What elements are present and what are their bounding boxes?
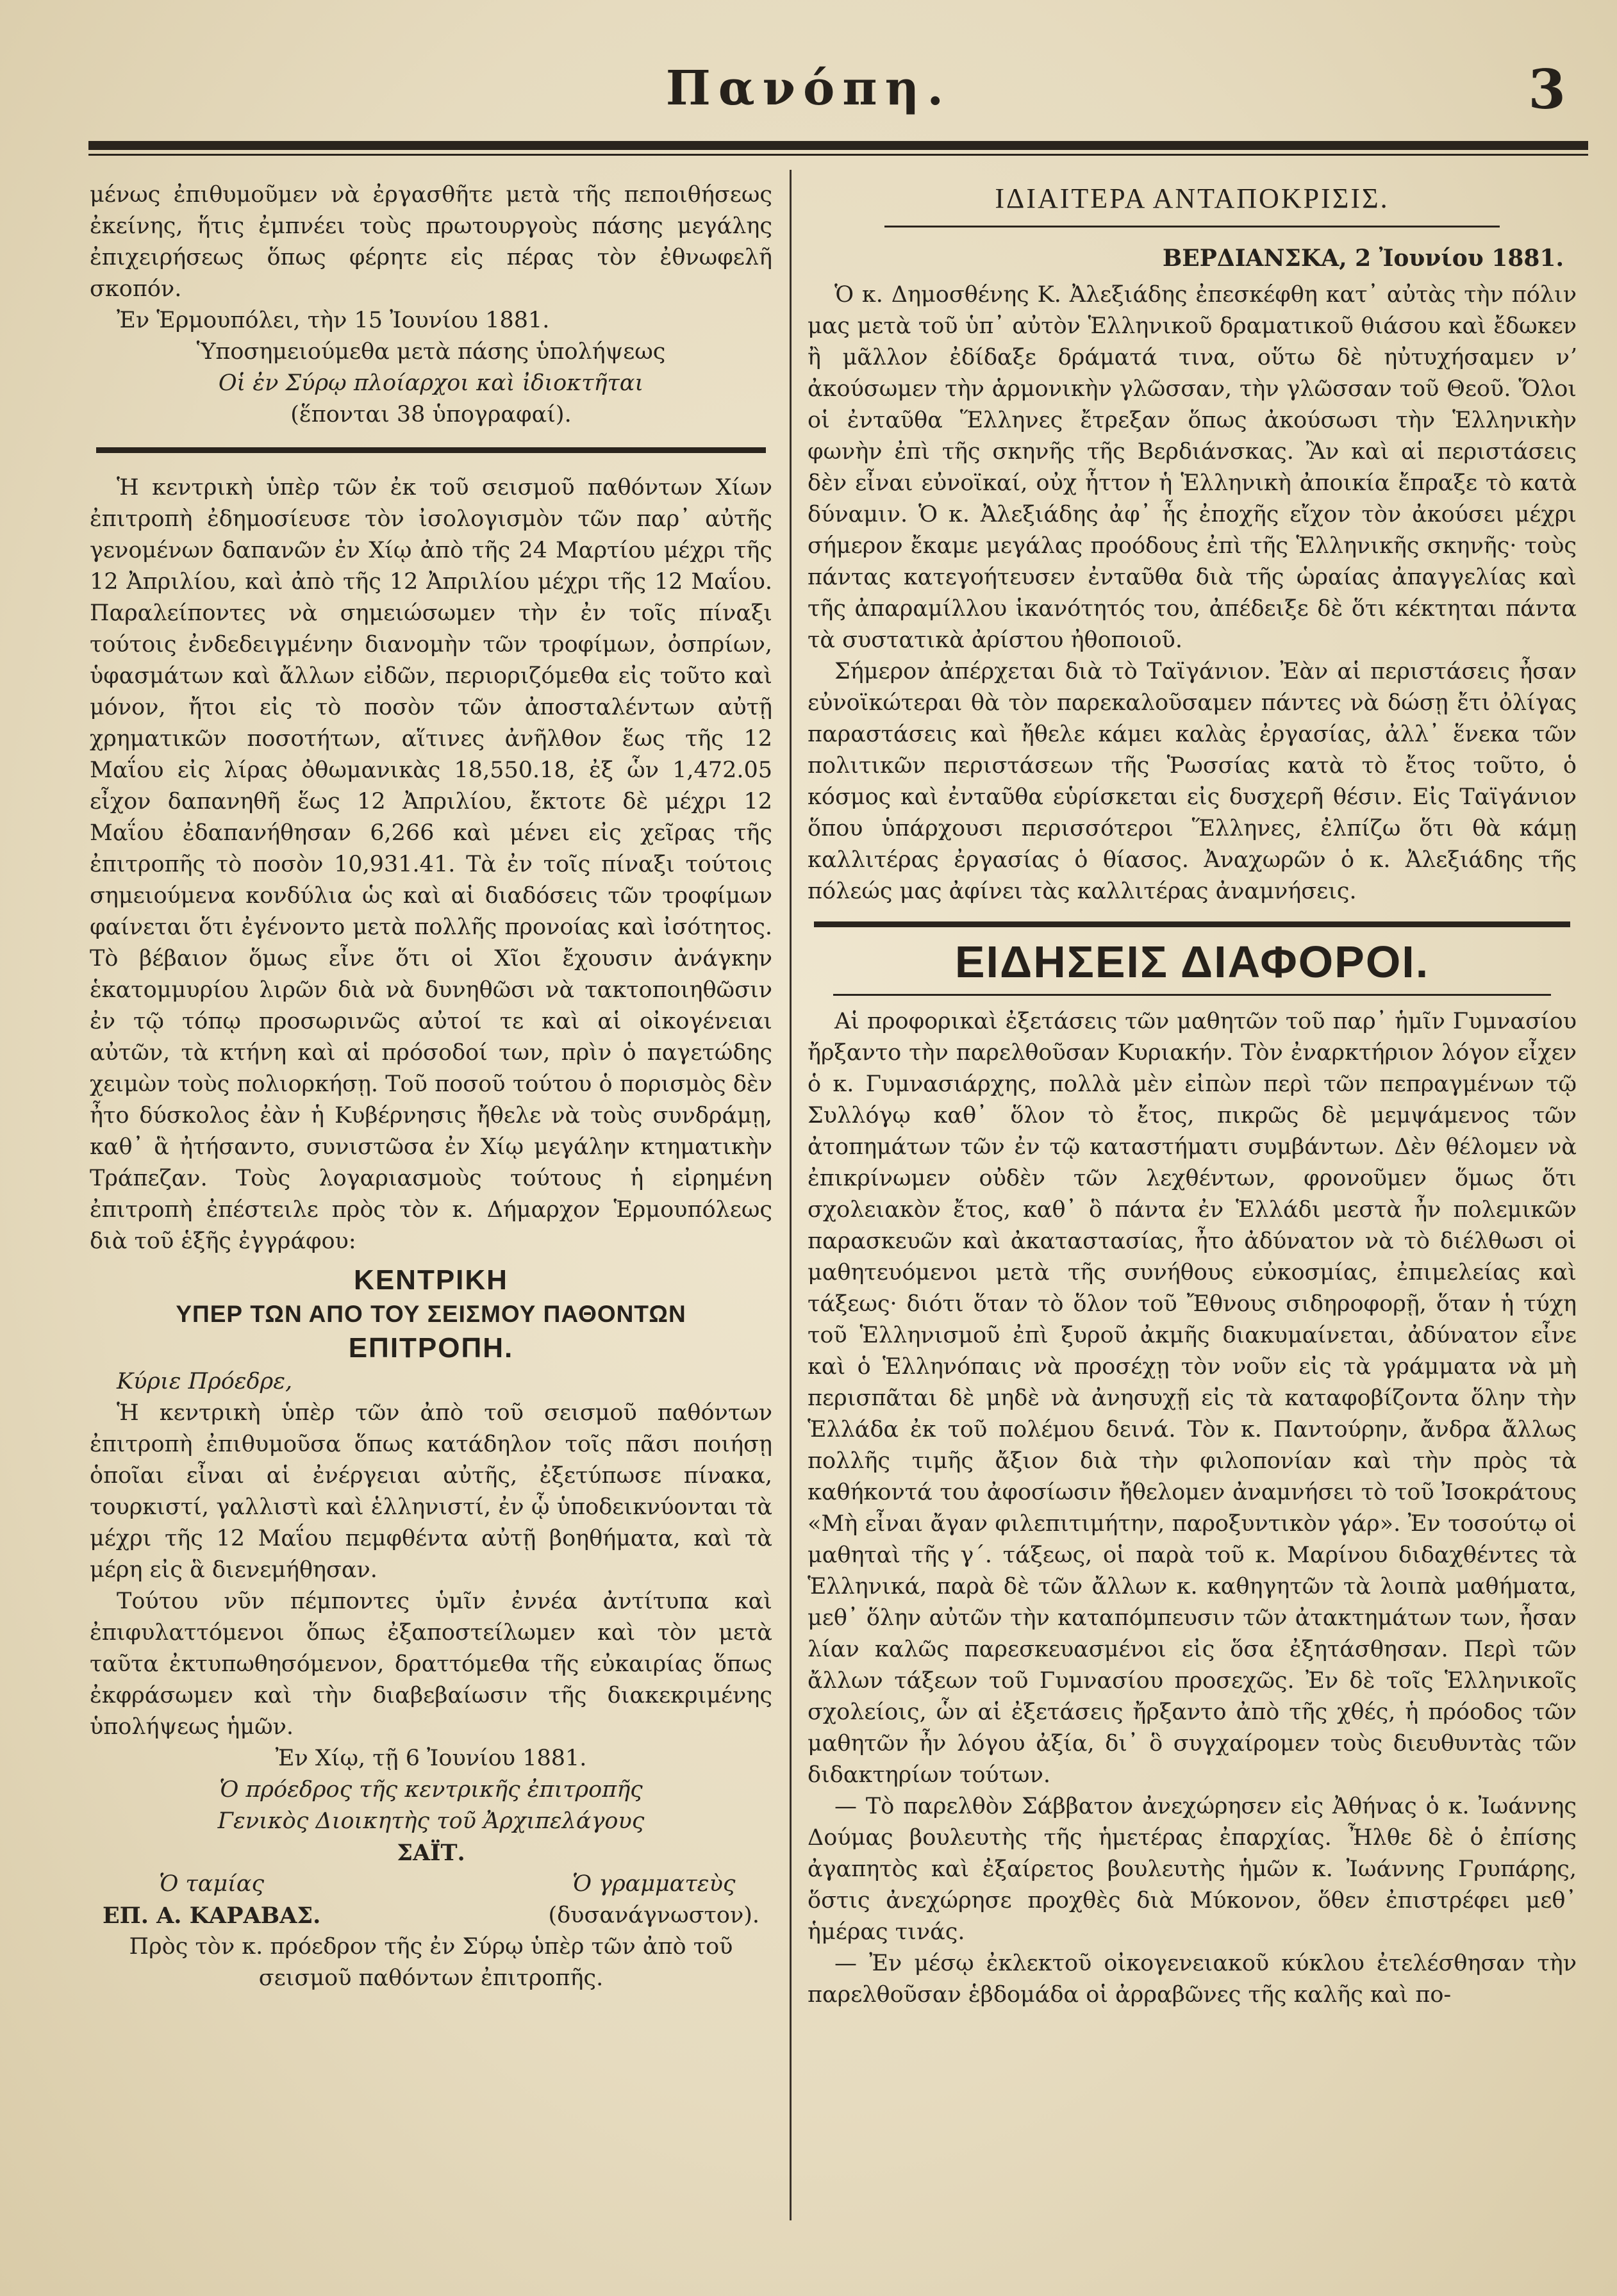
masthead-title: Πανόπη. (665, 61, 952, 116)
committee-salutation: Κύριε Πρόεδρε, (117, 1369, 293, 1394)
right-column (808, 179, 1577, 2256)
news-divider (814, 921, 1570, 927)
masthead-rule-thick (88, 141, 1588, 150)
committee-signatures-row (90, 1869, 772, 1931)
letter-end-closing: Ὑποσημειούμεθα μετὰ πάσης ὑπολήψεως (196, 339, 666, 365)
committee-president-name: ΣΑΪΤ. (397, 1840, 465, 1866)
committee-heading-2: ΥΠΕΡ ΤΩΝ ΑΠΟ ΤΟΥ ΣΕΙΣΜΟΥ ΠΑΘΟΝΤΩΝ (176, 1301, 686, 1327)
secretary-title: Ὁ γραμματεὺς (572, 1871, 736, 1897)
committee-heading-3: ΕΠΙΤΡΟΠΗ. (348, 1332, 514, 1364)
committee-place-date: Ἐν Χίῳ, τῇ 6 Ἰουνίου 1881. (275, 1746, 587, 1771)
correspondence-dateline: ΒΕΡΔΙΑΝΣΚΑ, 2 Ἰουνίου 1881. (1162, 245, 1564, 272)
correspondence-paragraph-2: Σήμερον ἀπέρχεται διὰ τὸ Ταϊγάνιον. Ἐὰν αἱ περιστάσεις ἦσαν εὐνοϊκώτεραι θὰ τὸν παρεκαλοῦσαμεν πάντες νὰ δώσῃ ἔτι ὀλίγας παραστάσεις καὶ ἤθελε κάμει καλὰς ἐργασίας, ἀλλ᾽ ἕνεκα τῶν πολιτικῶν περιστάσεων τῆς Ῥωσσίας κατὰ τὸ ἔτος τοῦτο, ὁ κόσμος καὶ ἐνταῦθα εὑρίσκεται εἰς δυσχερῆ θέσιν. Εἰς Ταϊγάνιον ὅπου ὑπάρχουσι περισσότεροι Ἕλληνες, ἐλπίζω ὅτι θὰ κάμῃ καλλιτέρας ἐργασίας ὁ θίασος. Ἀναχωρῶν ὁ κ. Ἀλεξιάδης τῆς πόλεώς μας ἀφίνει τὰς καλλιτέρας ἀναμνήσεις. (808, 659, 1577, 904)
news-paragraph-1: Αἱ προφορικαὶ ἐξετάσεις τῶν μαθητῶν τοῦ παρ᾽ ἡμῖν Γυμνασίου ἤρξαντο τὴν παρελθοῦσαν Κυριακήν. Τὸν ἐναρκτήριον λόγον εἶχεν ὁ κ. Γυμνασιάρχης, πολλὰ μὲν εἰπὼν περὶ τῶν πεπραγμένων τῷ Συλλόγῳ καθ᾽ ὅλον τὸ ἔτος, πικρῶς δὲ μεμψάμενος τῶν ἀτοπημάτων τῶν ἐν τῷ καταστήματι συμβάντων. Δὲν θέλομεν νὰ ἐπικρίνωμεν οὐδὲν τῶν λεχθέντων, φρονοῦμεν ὅμως ὅτι σχολειακὸν ἔτος, καθ᾽ ὃ πάντα ἐν Ἑλλάδι μεστὰ ἦν πολεμικῶν παρασκευῶν καὶ ἀκαταστασίας, ἦτο ἀδύνατον νὰ τὸ διέλθωσι οἱ μαθητευόμενοι μετὰ τῆς συνήθους εὐκοσμίας, ἐπιμελείας καὶ τάξεως· διότι ὅταν τὸ ὅλον τοῦ Ἔθνους σιδηροφορῇ, ὅταν ἡ τύχη τοῦ Ἑλληνισμοῦ ἐπὶ ξυροῦ ἀκμῆς διακυμαίνεται, ἀδύνατον εἶνε καὶ ὁ Ἑλληνόπαις νὰ προσέχῃ τὸν νοῦν εἰς τὰ γράμματα νὰ μὴ περισπᾶται δὲ μηδὲ νὰ ἀνησυχῇ εἰς τὰ καταφοβίζοντα ὅλην τὴν Ἑλλάδα ἐκ τοῦ πολέμου δεινά. Τὸν κ. Παντούρην, ἄνδρα ἄλλως πολλῆς τιμῆς ἄξιον διὰ τὴν φιλοπονίαν καὶ τὴν πρὸς τὰ καθήκοντά του ἀφοσίωσιν ἤθελομεν ἀναμνήσει τὸ τοῦ Ἰσοκράτους «Μὴ εἶναι ἄγαν φιλεπιτιμήτην, παροξυντικὸν γάρ». Ἐν τοσούτῳ οἱ μαθηταὶ τῆς γ΄. τάξεως, οἱ παρὰ τοῦ κ. Μαρίνου διδαχθέντες τὰ Ἑλληνικά, παρὰ δὲ τῶν ἄλλων κ. καθηγητῶν τὰ λοιπὰ μαθήματα, μεθ᾽ ὅλην αὐτῶν τὴν καταπόμπευσιν τῶν ἀτακτημάτων των, ἦσαν λίαν καλῶς παρεσκευασμένοι εἰς ὅσα ἐξητάσθησαν. Περὶ τῶν ἄλλων τάξεων τοῦ Γυμνασίου προσεχῶς. Ἐν δὲ τοῖς Ἑλληνικοῖς σχολείοις, ὧν αἱ ἐξετάσεις ἤρξαντο ἀπὸ τῆς χθές, ἡ πρόοδος τῶν μαθητῶν ἦν λόγου ἀξία, δι᾽ ὃ συγχαίρομεν τοὺς διευθυντὰς τῶν διδακτηρίων τούτων. (808, 1009, 1577, 1788)
treasurer-title: Ὁ ταμίας (159, 1871, 265, 1897)
treasurer-block (103, 1869, 320, 1931)
column-divider (790, 170, 792, 2220)
news-paragraph-2: — Τὸ παρελθὸν Σάββατον ἀνεχώρησεν εἰς Ἀθήνας ὁ κ. Ἰωάννης Δούμας βουλευτὴς τῆς ἡμετέρας ἐπαρχίας. Ἦλθε δὲ ὁ ἐπίσης ἀγαπητὸς καὶ ἐξαίρετος βουλευτὴς ἡμῶν κ. Ἰωάννης Γρυπάρης, ὅστις ἀνεχώρησε προχθὲς διὰ Μύκονον, ὅθεν ἐπιστρέφει μεθ᾽ ἡμέρας τινάς. (808, 1794, 1577, 1945)
committee-president-title: Ὁ πρόεδρος τῆς κεντρικῆς ἐπιτροπῆς (219, 1777, 643, 1803)
page-number: 3 (1528, 58, 1566, 121)
secretary-name: (δυσανάγνωστον). (548, 1903, 759, 1928)
letter-end-signers: Οἱ ἐν Σύρῳ πλοίαρχοι καὶ ἰδιοκτῆται (218, 370, 644, 396)
letter-end-signatures-note: (ἕπονται 38 ὑπογραφαί). (290, 402, 572, 427)
treasurer-name: ΕΠ. Α. ΚΑΡΑΒΑΣ. (103, 1903, 321, 1929)
committee-president-role: Γενικὸς Διοικητὴς τοῦ Ἀρχιπελάγους (217, 1808, 645, 1834)
correspondence-title-rule (884, 226, 1500, 227)
left-column (90, 179, 772, 2256)
news-section-title: ΕΙΔΗΣΕΙΣ ΔΙΑΦΟΡΟΙ. (954, 937, 1430, 987)
secretary-block (548, 1869, 759, 1931)
correspondence-paragraph-1: Ὁ κ. Δημοσθένης Κ. Ἀλεξιάδης ἐπεσκέφθη κατ᾽ αὐτὰς τὴν πόλιν μας μετὰ τοῦ ὑπ᾽ αὐτὸν Ἑλληνικοῦ δραματικοῦ θιάσου καὶ ἔδωκεν ἢ μᾶλλον ἐδίδαξε δράματά τινα, οὕτω δὲ ηὐτυχήσαμεν νʼ ἀκούσωμεν τὴν ἁρμονικὴν γλῶσσαν, τὴν γλῶσσαν τοῦ Θεοῦ. Ὅλοι οἱ ἐνταῦθα Ἕλληνες ἔτρεξαν ὅπως ἀκούσωσι τὴν Ἑλληνικὴν φωνὴν ἐπὶ τῆς σκηνῆς τῆς Βερδιάνσκας. Ἂν καὶ αἱ περιστάσεις δὲν εἶναι εὐνοϊκαί, οὐχ ἧττον ἡ Ἑλληνικὴ ἀποικία ἔπραξε τὸ κατὰ δύναμιν. Ὁ κ. Ἀλεξιάδης ἀφ᾽ ἧς ἐποχῆς εἴχον τὸν ἀκούσει μέχρι σήμερον ἔκαμε μεγάλας προόδους ἐπὶ τῆς Ἑλληνικῆς σκηνῆς· τοὺς πάντας κατεγοήτευσεν ἐνταῦθα διὰ τῆς ὡραίας ἀπαγγελίας καὶ τῆς ἀπαραμίλλου ἱκανότητός του, ἀπέδειξε δὲ ὅτι κέκτηται πάντα τὰ συστατικὰ ἀρίστου ἠθοποιοῦ. (808, 282, 1577, 653)
masthead-rule-thin (88, 154, 1588, 156)
news-title-rule (833, 994, 1551, 996)
correspondence-title: ΙΔΙΑΙΤΕΡΑ ΑΝΤΑΠΟΚΡΙΣΙΣ. (995, 183, 1389, 214)
committee-address: Πρὸς τὸν κ. πρόεδρον τῆς ἐν Σύρῳ ὑπὲρ τῶν ἀπὸ τοῦ σεισμοῦ παθόντων ἐπιτροπῆς. (129, 1934, 733, 1991)
letter-end-place-date: Ἐν Ἑρμουπόλει, τὴν 15 Ἰουνίου 1881. (117, 308, 550, 333)
chios-article-text: Ἡ κεντρικὴ ὑπὲρ τῶν ἐκ τοῦ σεισμοῦ παθόντων Χίων ἐπιτροπὴ ἐδημοσίευσε τὸν ἰσολογισμὸν τῶν παρ᾽ αὐτῆς γενομένων δαπανῶν ἐν Χίῳ ἀπὸ τῆς 24 Μαρτίου μέχρι τῆς 12 Ἀπριλίου, καὶ ἀπὸ τῆς 12 Ἀπριλίου μέχρι τῆς 12 Μαΐου. Παραλείποντες νὰ σημειώσωμεν τὴν ἐν τοῖς πίναξι τούτοις ἐνδεδειγμένην διανομὴν τῶν τροφίμων, ὀσπρίων, ὑφασμάτων καὶ ἄλλων εἰδῶν, περιοριζόμεθα εἰς τοῦτο καὶ μόνον, ἤτοι εἰς τὸ ποσὸν τῶν ἀποσταλέντων αὐτῇ χρηματικῶν ποσοτήτων, αἵτινες ἀνῆλθον ἕως τῆς 12 Μαΐου εἰς λίρας ὀθωμανικὰς 18,550.18, ἐξ ὧν 1,472.05 εἶχον δαπανηθῆ ἕως 12 Ἀπριλίου, ἔκτοτε δὲ μέχρι 12 Μαΐου ἐδαπανήθησαν 6,266 καὶ μένει εἰς χεῖρας τῆς ἐπιτροπῆς τὸ ποσὸν 10,931.41. Τὰ ἐν τοῖς πίναξι τούτοις σημειούμενα κονδύλια ὡς καὶ αἱ διαδόσεις τῶν τροφίμων φαίνεται ὅτι ἐγένοντο μετὰ πολλῆς προνοίας καὶ ἰσότητος. Τὸ βέβαιον ὅμως εἶνε ὅτι οἱ Χῖοι ἔχουσιν ἀνάγκην ἑκατομμυρίου λιρῶν διὰ νὰ δυνηθῶσι νὰ τακτοποιηθῶσιν ἐν τῷ τόπῳ προσωρινῶς αὐτοί τε καὶ αἱ οἰκογένειαι αὐτῶν, τὰ κτήνη καὶ αἱ πρόσοδοί των, πρὶν ὁ παγετώδης χειμὼν τοὺς πολιορκήσῃ. Τοῦ ποσοῦ τούτου ὁ πορισμὸς δὲν ἦτο δύσκολος ἐὰν ἡ Κυβέρνησις ἤθελε νὰ τοὺς συνδράμῃ, καθ᾽ ἃ ἠτήσαντο, συνιστῶσα ἐν Χίῳ μεγάλην κτηματικὴν Τράπεζαν. Τοὺς λογαριασμοὺς τούτους ἡ εἰρημένη ἐπιτροπὴ ἐπέστειλε πρὸς τὸν κ. Δήμαρχον Ἑρμουπόλεως διὰ τοῦ ἑξῆς ἐγγράφου: (90, 475, 772, 1254)
committee-heading-1: ΚΕΝΤΡΙΚΗ (354, 1264, 508, 1296)
letter-end-text: μένως ἐπιθυμοῦμεν νὰ ἐργασθῆτε μετὰ τῆς πεποιθήσεως ἐκείνης, ἥτις ἐμπνέει τοὺς πρωτουργοὺς πάσης μεγάλης ἐπιχειρήσεως ὅπως φέρητε εἰς πέρας τὸν ἐθνωφελῆ σκοπόν. (90, 182, 772, 302)
news-paragraph-3: — Ἐν μέσῳ ἐκλεκτοῦ οἰκογενειακοῦ κύκλου ἐτελέσθησαν τὴν παρελθοῦσαν ἑβδομάδα οἱ ἀρραβῶνες τῆς καλῆς καὶ πο- (808, 1951, 1577, 2008)
committee-paragraph-2: Τούτου νῦν πέμποντες ὑμῖν ἐννέα ἀντίτυπα καὶ ἐπιφυλαττόμενοι ὅπως ἐξαποστείλωμεν καὶ τὸν μετὰ ταῦτα ἐκτυπωθησόμενον, δραττόμεθα τῆς εὐκαιρίας ὅπως ἐκφράσωμεν καὶ τὴν διαβεβαίωσιν τῆς διακεκριμένης ὑπολήψεως ἡμῶν. (90, 1589, 772, 1740)
committee-paragraph-1: Ἡ κεντρικὴ ὑπὲρ τῶν ἀπὸ τοῦ σεισμοῦ παθόντων ἐπιτροπὴ ἐπιθυμοῦσα ὅπως κατάδηλον τοῖς πᾶσι ποιήσῃ ὁποῖαι εἶναι αἱ ἐνέργειαι αὐτῆς, ἐξετύπωσε πίνακα, τουρκιστί, γαλλιστὶ καὶ ἑλληνιστί, ἐν ᾧ ὑποδεικνύονται τὰ μέχρι τῆς 12 Μαΐου πεμφθέντα αὐτῇ βοηθήματα, καὶ τὰ μέρη εἰς ἃ διενεμήθησαν. (90, 1400, 772, 1583)
article-divider (96, 447, 766, 453)
